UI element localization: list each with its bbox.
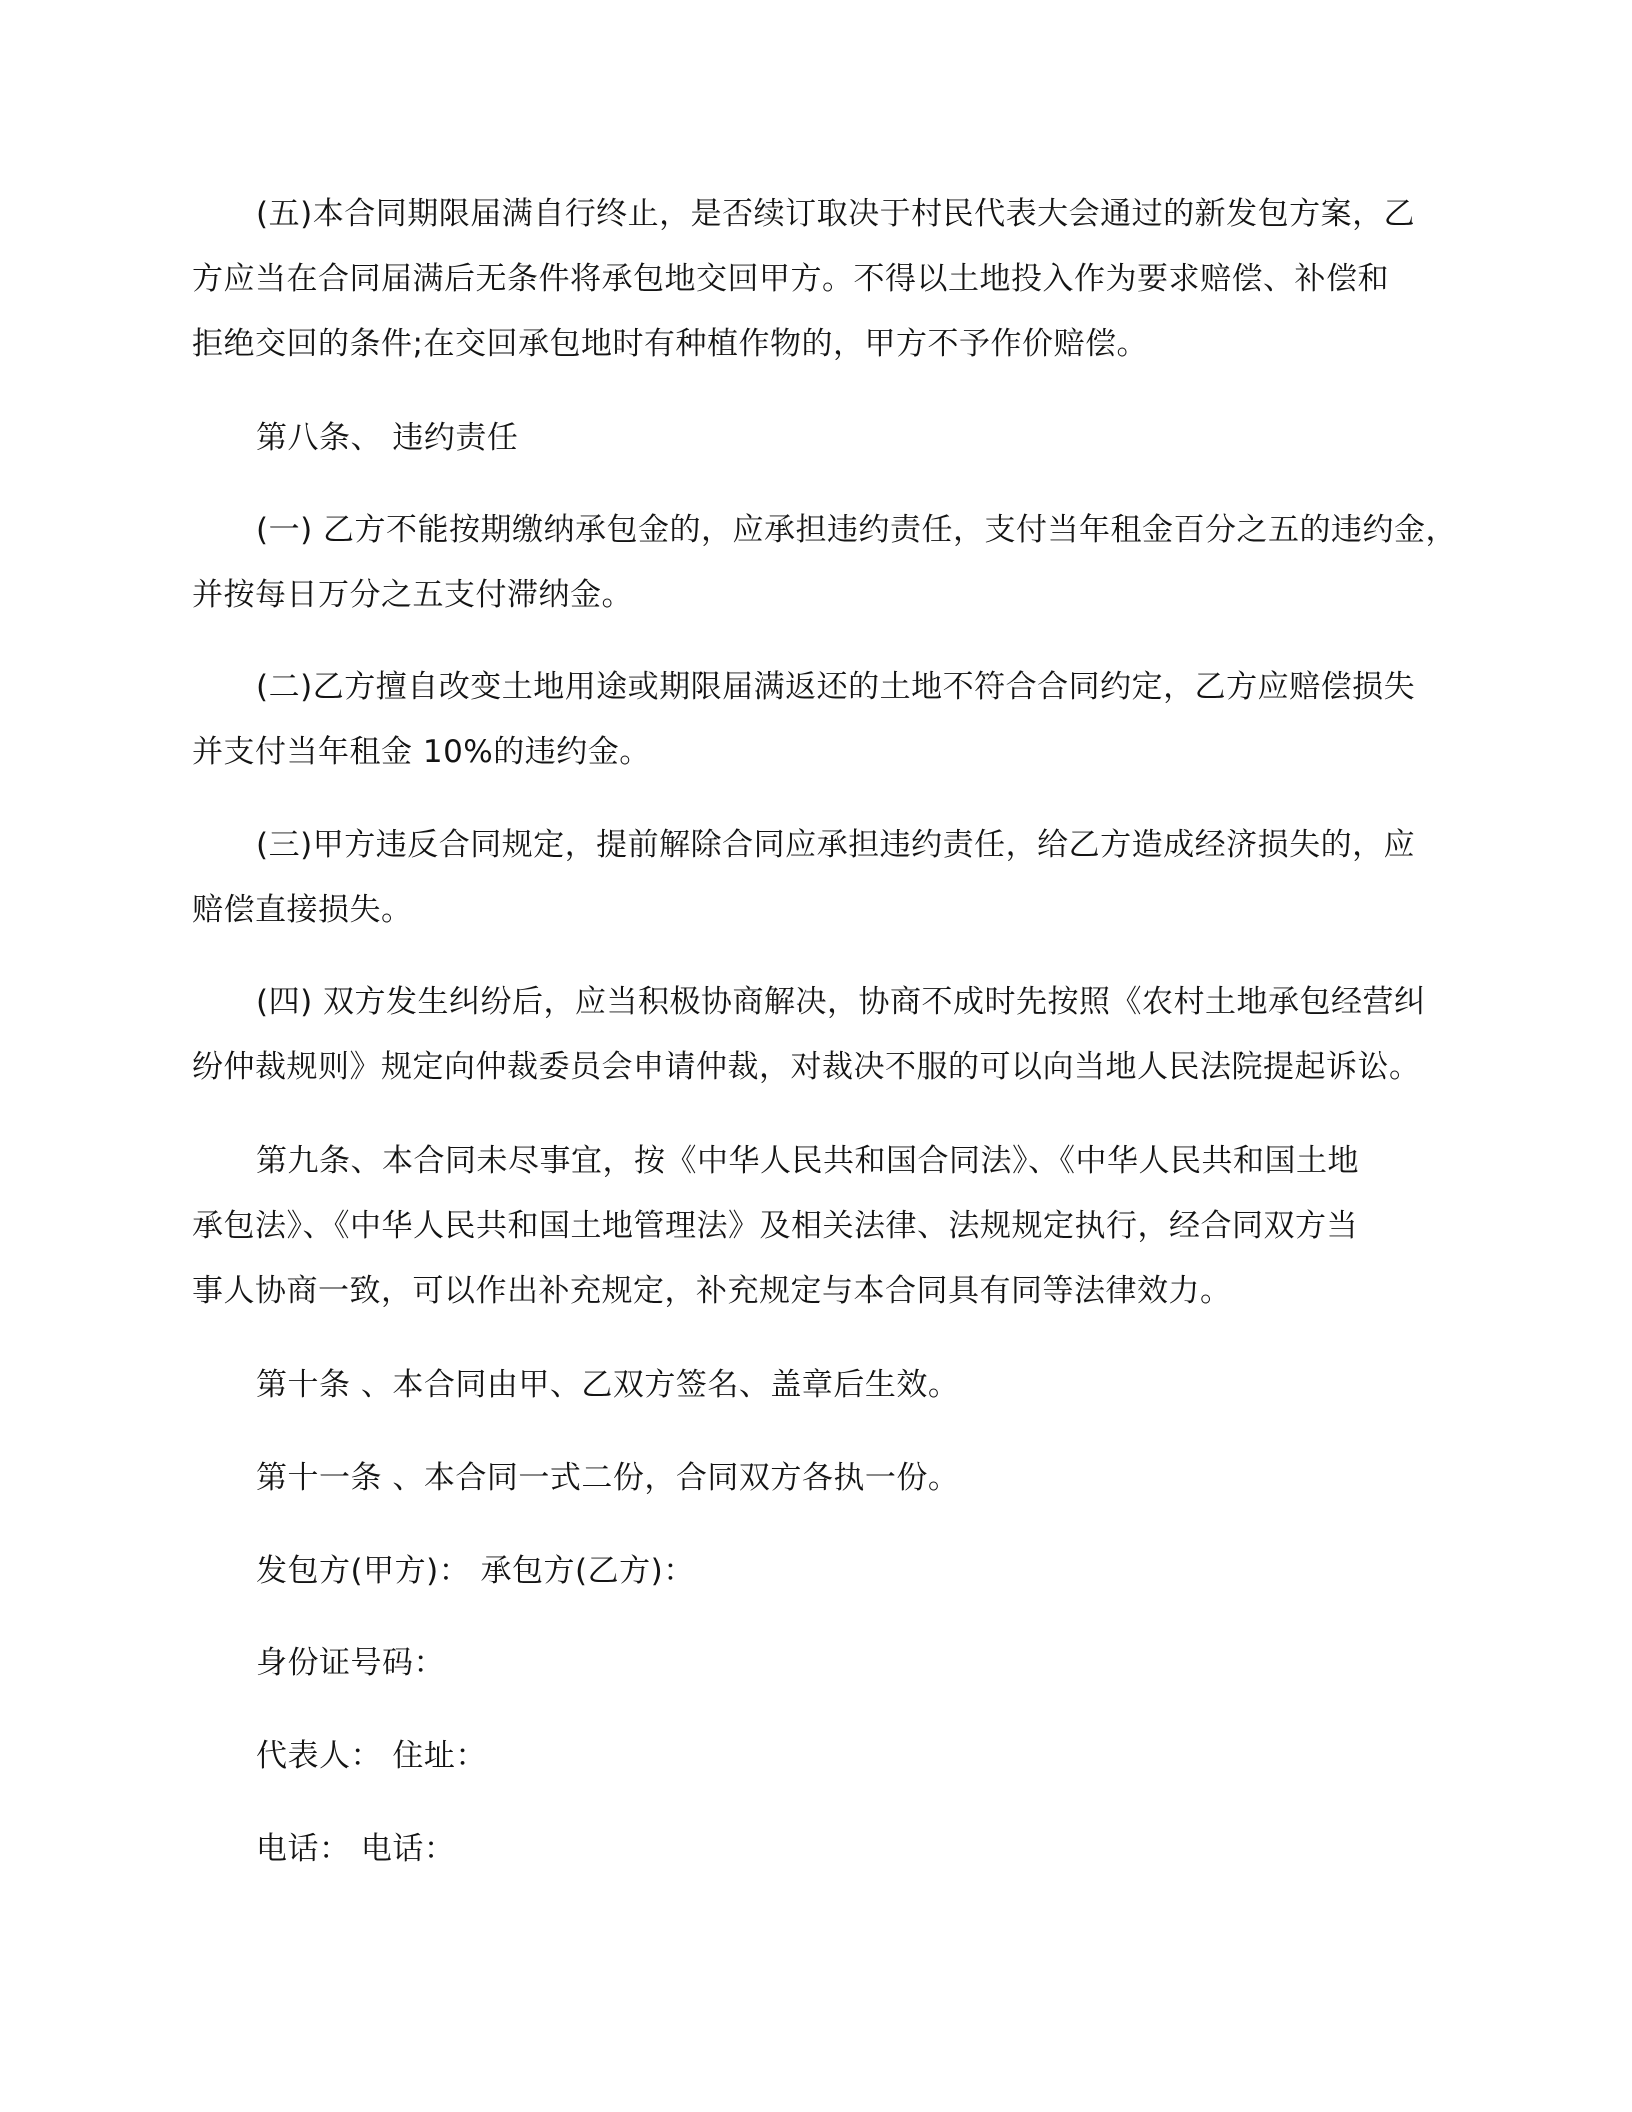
article-8-item-3-line-2: 赔偿直接损失。 [192,892,413,928]
article-9-line-2: 承包法》、《中华人民共和国土地管理法》及相关法律、法规规定执行，经合同双方当 [192,1208,1358,1244]
article-8-item-4-line-2: 纷仲裁规则》规定向仲裁委员会申请仲裁，对裁决不服的可以向当地人民法院提起诉讼。 [192,1049,1421,1085]
clause-5-5-line-3: 拒绝交回的条件;在交回承包地时有种植作物的，甲方不予作价赔偿。 [192,326,1148,362]
article-11: 第十一条 、本合同一式二份，合同双方各执一份。 [256,1460,960,1496]
signature-phones: 电话： 电话： [256,1831,456,1867]
signature-representative-address: 代表人： 住址： [256,1738,487,1774]
article-9-line-3: 事人协商一致，可以作出补充规定，补充规定与本合同具有同等法律效力。 [192,1273,1232,1309]
article-8-item-2-line-1: (二)乙方擅自改变土地用途或期限届满返还的土地不符合合同约定，乙方应赔偿损失 [256,669,1416,705]
article-8-item-1-line-1: (一) 乙方不能按期缴纳承包金的，应承担违约责任，支付当年租金百分之五的违约金， [256,512,1458,548]
signature-parties: 发包方(甲方)： 承包方(乙方)： [256,1553,695,1589]
article-8-heading: 第八条、 违约责任 [256,420,519,456]
article-8-item-4-line-1: (四) 双方发生纠纷后，应当积极协商解决，协商不成时先按照《农村土地承包经营纠 [256,984,1426,1020]
article-10: 第十条 、本合同由甲、乙双方签名、盖章后生效。 [256,1367,960,1403]
article-9-line-1: 第九条、本合同未尽事宜，按《中华人民共和国合同法》、《中华人民共和国土地 [256,1143,1359,1179]
article-8-item-1-line-2: 并按每日万分之五支付滞纳金。 [192,577,633,613]
clause-5-5-line-2: 方应当在合同届满后无条件将承包地交回甲方。不得以土地投入作为要求赔偿、补偿和 [192,261,1389,297]
article-8-item-2-line-2: 并支付当年租金 10%的违约金。 [192,734,651,770]
article-8-item-3-line-1: (三)甲方违反合同规定，提前解除合同应承担违约责任，给乙方造成经济损失的，应 [256,827,1416,863]
signature-id-number: 身份证号码： [256,1645,445,1681]
clause-5-5-line-1: (五)本合同期限届满自行终止，是否续订取决于村民代表大会通过的新发包方案，乙 [256,196,1416,232]
